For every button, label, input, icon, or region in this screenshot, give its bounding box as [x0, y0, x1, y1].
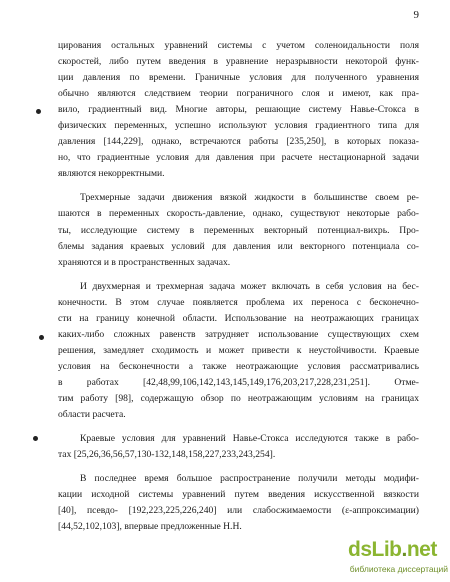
text-line: блемы задания краевых условий для давления или векторного потенциала со-: [58, 240, 419, 252]
text-line: давления [144,229], однако, встречаются работы [235,250], в которых показа-: [58, 136, 419, 148]
watermark-brand: dsLib.net: [348, 538, 437, 561]
text-line: кации исходной системы уравнений путем введения искусственной вязкости: [58, 489, 419, 501]
text-line: вило, градиентный вид. Многие авторы, решающие систему Навье-Стокса в: [58, 104, 419, 116]
text-line: ции давления по времени. Граничные условия для полученного уравнения: [58, 72, 419, 84]
text-line: шаются в переменных скорость-давление, однако, существуют некоторые рабо-: [58, 208, 419, 220]
text-line: конечности. В этом случае появляется проблема их переноса с бесконечно-: [58, 296, 419, 308]
text-line: Трехмерные задачи движения вязкой жидкости в большинстве своем ре-: [80, 192, 419, 204]
text-line: храняются и в пространственных задачах.: [58, 256, 231, 268]
text-line: тах [25,26,36,56,57,130-132,148,158,227,233,243,254].: [58, 449, 276, 461]
paragraph-4: [58, 431, 419, 463]
watermark-subtitle: библиотека диссертаций: [349, 564, 448, 574]
paragraph-3: [58, 279, 419, 423]
margin-dot-icon: [33, 436, 38, 441]
text-line: области расчета.: [58, 409, 126, 421]
text-line: [44,52,102,103], впервые предложенные Н.Н.: [58, 521, 242, 533]
text-line: условия на бесконечности а также неотражающие условия рассматривались: [58, 360, 419, 372]
watermark-logo: [336, 538, 448, 578]
text-line: сти на границу конечной области. Использование на неотражающих границах: [58, 312, 419, 324]
text-line: В последнее время большое распространение получили методы модифи-: [80, 473, 419, 485]
text-line: скоростей, либо путем введения в уравнение неразрывности некоторой функ-: [58, 56, 419, 68]
paragraph-1: [58, 38, 419, 182]
paragraph-5: [58, 471, 419, 535]
text-line: тим работу [98], содержащую обзор по неотражающим условиям на границах: [58, 392, 419, 404]
paragraph-2: [58, 190, 419, 270]
text-line: являются некорректными.: [58, 168, 165, 180]
text-line: решения, замедляет сходимость и может привести к неустойчивости. Краевые: [58, 344, 419, 356]
text-line: обычно являются следствием теории пограничного слоя и имеют, как пра-: [58, 88, 419, 100]
text-line: физических переменных, успешно используют условия градиентного типа для: [58, 120, 419, 132]
text-line: [40], псевдо- [192,223,225,226,240] или слабосжимаемости (ε-аппроксимации): [58, 505, 419, 517]
text-line: в работах [42,48,99,106,142,143,145,149,176,203,217,228,231,251]. Отме-: [58, 376, 419, 388]
margin-dot-icon: [36, 109, 41, 114]
text-line: цирования остальных уравнений системы с учетом соленоидальности поля: [58, 40, 419, 51]
page-number: 9: [413, 9, 419, 21]
margin-dot-icon: [39, 335, 44, 340]
text-line: каких-либо сложных равенств затрудняет использование существующих схем: [58, 328, 419, 340]
text-line: И двухмерная и трехмерная задача может включать в себя условия на бес-: [80, 280, 419, 292]
text-line: Краевые условия для уравнений Навье-Стокса исследуются также в рабо-: [80, 433, 419, 445]
document-body: [58, 38, 419, 543]
text-line: но, что градиентные условия для давления при расчете нестационарной задачи: [58, 152, 419, 164]
text-line: ты, исследующие систему в переменных векторный потенциал-вихрь. Про-: [58, 224, 419, 236]
